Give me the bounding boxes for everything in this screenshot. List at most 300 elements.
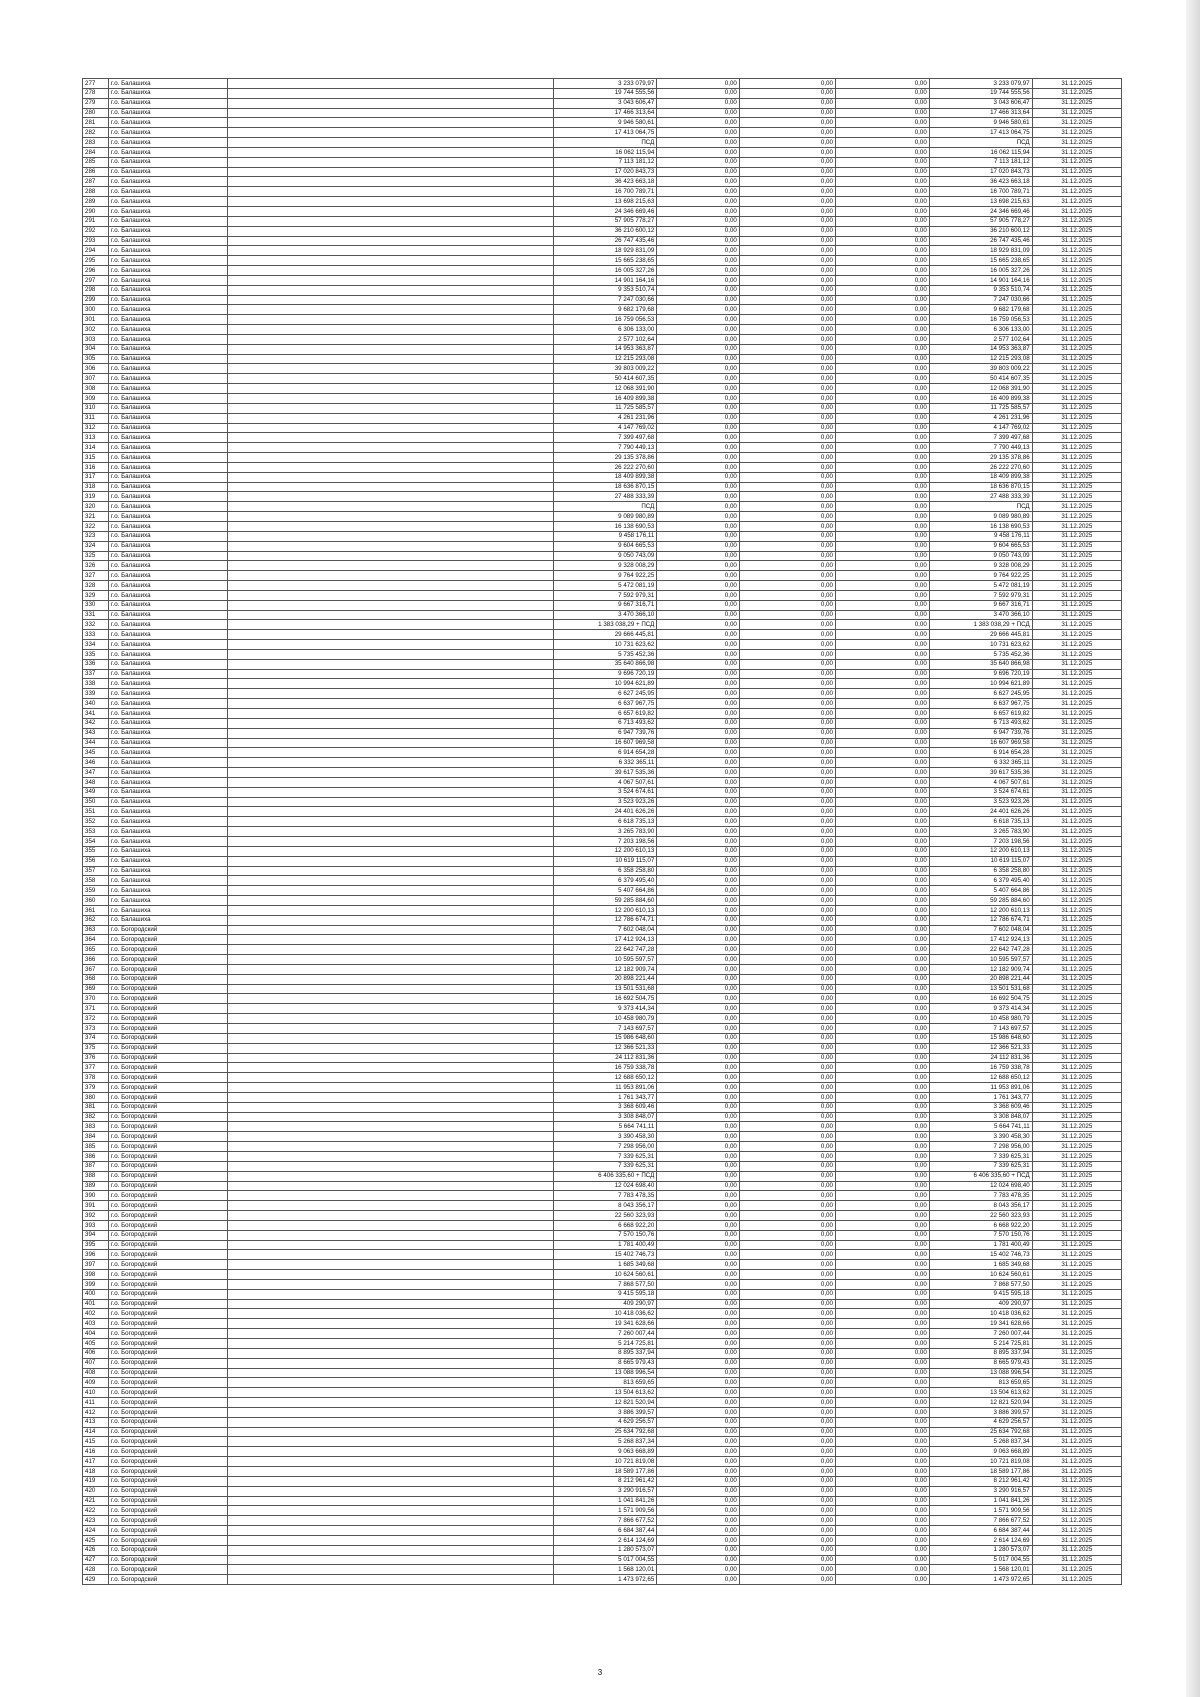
table-row — [83, 1575, 1122, 1585]
zero-cell-2: 0,00 — [739, 669, 835, 679]
zero-cell-2: 0,00 — [739, 354, 835, 364]
total-cell: 16 607 969,58 — [929, 738, 1032, 748]
total-cell: 8 043 356,17 — [929, 1201, 1032, 1211]
date-cell: 31.12.2025 — [1032, 295, 1121, 305]
amount-cell: 5 664 741,11 — [554, 1122, 657, 1132]
zero-cell-3: 0,00 — [835, 1092, 929, 1102]
zero-cell-1: 0,00 — [657, 689, 740, 699]
total-cell: 7 298 956,00 — [929, 1142, 1032, 1152]
row-number: 428 — [83, 1565, 109, 1575]
table-row — [83, 206, 1122, 216]
district-cell: г.о. Богородский — [109, 1024, 228, 1034]
zero-cell-1: 0,00 — [657, 1378, 740, 1388]
amount-cell: 9 682 179,68 — [554, 305, 657, 315]
total-cell: 19 744 555,56 — [929, 88, 1032, 98]
table-row — [83, 275, 1122, 285]
amount-cell: 3 308 848,07 — [554, 1112, 657, 1122]
date-cell: 31.12.2025 — [1032, 413, 1121, 423]
address-cell — [227, 1368, 554, 1378]
district-cell: г.о. Балашиха — [109, 315, 228, 325]
zero-cell-3: 0,00 — [835, 147, 929, 157]
amount-cell: 7 339 625,31 — [554, 1161, 657, 1171]
district-cell: г.о. Балашиха — [109, 777, 228, 787]
zero-cell-2: 0,00 — [739, 541, 835, 551]
address-cell — [227, 1486, 554, 1496]
zero-cell-2: 0,00 — [739, 1191, 835, 1201]
zero-cell-3: 0,00 — [835, 1240, 929, 1250]
amount-cell: 16 062 115,94 — [554, 147, 657, 157]
zero-cell-2: 0,00 — [739, 590, 835, 600]
total-cell: 7 143 697,57 — [929, 1024, 1032, 1034]
zero-cell-2: 0,00 — [739, 315, 835, 325]
amount-cell: ПСД — [554, 138, 657, 148]
zero-cell-3: 0,00 — [835, 905, 929, 915]
zero-cell-2: 0,00 — [739, 1289, 835, 1299]
zero-cell-1: 0,00 — [657, 374, 740, 384]
zero-cell-3: 0,00 — [835, 1142, 929, 1152]
amount-cell: 11 953 891,06 — [554, 1083, 657, 1093]
table-row — [83, 1378, 1122, 1388]
amount-cell: 16 409 899,38 — [554, 394, 657, 404]
zero-cell-3: 0,00 — [835, 384, 929, 394]
zero-cell-2: 0,00 — [739, 1506, 835, 1516]
zero-cell-2: 0,00 — [739, 866, 835, 876]
zero-cell-2: 0,00 — [739, 1211, 835, 1221]
zero-cell-2: 0,00 — [739, 1092, 835, 1102]
address-cell — [227, 689, 554, 699]
date-cell: 31.12.2025 — [1032, 1427, 1121, 1437]
zero-cell-1: 0,00 — [657, 1132, 740, 1142]
district-cell: г.о. Балашиха — [109, 640, 228, 650]
total-cell: 9 696 720,19 — [929, 669, 1032, 679]
table-row — [83, 610, 1122, 620]
total-cell: 4 629 256,57 — [929, 1417, 1032, 1427]
address-cell — [227, 285, 554, 295]
table-row — [83, 1457, 1122, 1467]
row-number: 383 — [83, 1122, 109, 1132]
zero-cell-2: 0,00 — [739, 177, 835, 187]
amount-cell: 12 024 698,40 — [554, 1181, 657, 1191]
row-number: 422 — [83, 1506, 109, 1516]
zero-cell-3: 0,00 — [835, 1437, 929, 1447]
zero-cell-2: 0,00 — [739, 1122, 835, 1132]
table-row — [83, 1437, 1122, 1447]
address-cell — [227, 1427, 554, 1437]
amount-cell: 39 803 009,22 — [554, 364, 657, 374]
amount-cell: 7 143 697,57 — [554, 1024, 657, 1034]
date-cell: 31.12.2025 — [1032, 551, 1121, 561]
total-cell: 7 868 577,50 — [929, 1279, 1032, 1289]
zero-cell-3: 0,00 — [835, 197, 929, 207]
table-row — [83, 1417, 1122, 1427]
date-cell: 31.12.2025 — [1032, 699, 1121, 709]
table-row — [83, 1063, 1122, 1073]
zero-cell-2: 0,00 — [739, 561, 835, 571]
zero-cell-2: 0,00 — [739, 1151, 835, 1161]
district-cell: г.о. Богородский — [109, 1476, 228, 1486]
total-cell: 4 261 231,96 — [929, 413, 1032, 423]
table-row — [83, 1260, 1122, 1270]
zero-cell-1: 0,00 — [657, 1279, 740, 1289]
table-row — [83, 236, 1122, 246]
district-cell: г.о. Балашиха — [109, 531, 228, 541]
amount-cell: 9 667 316,71 — [554, 600, 657, 610]
row-number: 427 — [83, 1555, 109, 1565]
address-cell — [227, 246, 554, 256]
total-cell: 5 268 837,34 — [929, 1437, 1032, 1447]
total-cell: 11 725 585,57 — [929, 403, 1032, 413]
zero-cell-3: 0,00 — [835, 354, 929, 364]
zero-cell-1: 0,00 — [657, 1506, 740, 1516]
amount-cell: 16 692 504,75 — [554, 994, 657, 1004]
zero-cell-2: 0,00 — [739, 305, 835, 315]
date-cell: 31.12.2025 — [1032, 275, 1121, 285]
row-number: 302 — [83, 325, 109, 335]
zero-cell-1: 0,00 — [657, 394, 740, 404]
date-cell: 31.12.2025 — [1032, 187, 1121, 197]
zero-cell-1: 0,00 — [657, 984, 740, 994]
address-cell — [227, 354, 554, 364]
zero-cell-3: 0,00 — [835, 1486, 929, 1496]
total-cell: 5 664 741,11 — [929, 1122, 1032, 1132]
zero-cell-1: 0,00 — [657, 334, 740, 344]
total-cell: 16 759 338,78 — [929, 1063, 1032, 1073]
date-cell: 31.12.2025 — [1032, 1457, 1121, 1467]
table-row — [83, 1476, 1122, 1486]
zero-cell-3: 0,00 — [835, 1004, 929, 1014]
row-number: 314 — [83, 443, 109, 453]
amount-cell: 35 640 866,98 — [554, 659, 657, 669]
zero-cell-2: 0,00 — [739, 1004, 835, 1014]
zero-cell-2: 0,00 — [739, 1368, 835, 1378]
table-row — [83, 79, 1122, 89]
amount-cell: 7 203 198,56 — [554, 836, 657, 846]
table-row — [83, 718, 1122, 728]
address-cell — [227, 984, 554, 994]
row-number: 403 — [83, 1319, 109, 1329]
zero-cell-3: 0,00 — [835, 374, 929, 384]
row-number: 346 — [83, 758, 109, 768]
district-cell: г.о. Богородский — [109, 1220, 228, 1230]
table-row — [83, 334, 1122, 344]
zero-cell-1: 0,00 — [657, 1033, 740, 1043]
row-number: 411 — [83, 1398, 109, 1408]
zero-cell-3: 0,00 — [835, 1230, 929, 1240]
total-cell: 16 700 789,71 — [929, 187, 1032, 197]
zero-cell-3: 0,00 — [835, 659, 929, 669]
zero-cell-1: 0,00 — [657, 846, 740, 856]
row-number: 337 — [83, 669, 109, 679]
zero-cell-3: 0,00 — [835, 128, 929, 138]
row-number: 425 — [83, 1535, 109, 1545]
zero-cell-2: 0,00 — [739, 994, 835, 1004]
zero-cell-2: 0,00 — [739, 394, 835, 404]
table-row — [83, 1191, 1122, 1201]
address-cell — [227, 226, 554, 236]
date-cell: 31.12.2025 — [1032, 610, 1121, 620]
address-cell — [227, 512, 554, 522]
zero-cell-3: 0,00 — [835, 1427, 929, 1437]
district-cell: г.о. Балашиха — [109, 462, 228, 472]
zero-cell-1: 0,00 — [657, 640, 740, 650]
table-row — [83, 964, 1122, 974]
zero-cell-3: 0,00 — [835, 1191, 929, 1201]
total-cell: 7 592 979,31 — [929, 590, 1032, 600]
zero-cell-2: 0,00 — [739, 325, 835, 335]
row-number: 426 — [83, 1545, 109, 1555]
table-row — [83, 994, 1122, 1004]
total-cell: 10 731 623,62 — [929, 640, 1032, 650]
amount-cell: 10 458 980,79 — [554, 1014, 657, 1024]
address-cell — [227, 1122, 554, 1132]
date-cell: 31.12.2025 — [1032, 384, 1121, 394]
amount-cell: 7 790 449,13 — [554, 443, 657, 453]
date-cell: 31.12.2025 — [1032, 1496, 1121, 1506]
table-row — [83, 1545, 1122, 1555]
date-cell: 31.12.2025 — [1032, 974, 1121, 984]
total-cell: 10 595 597,57 — [929, 955, 1032, 965]
address-cell — [227, 167, 554, 177]
address-cell — [227, 256, 554, 266]
address-cell — [227, 590, 554, 600]
amount-cell: 7 592 979,31 — [554, 590, 657, 600]
district-cell: г.о. Балашиха — [109, 374, 228, 384]
zero-cell-3: 0,00 — [835, 964, 929, 974]
address-cell — [227, 1575, 554, 1585]
zero-cell-2: 0,00 — [739, 1063, 835, 1073]
district-cell: г.о. Балашиха — [109, 886, 228, 896]
amount-cell: 26 222 270,60 — [554, 462, 657, 472]
row-number: 339 — [83, 689, 109, 699]
zero-cell-1: 0,00 — [657, 1437, 740, 1447]
row-number: 429 — [83, 1575, 109, 1585]
row-number: 392 — [83, 1211, 109, 1221]
zero-cell-2: 0,00 — [739, 187, 835, 197]
amount-cell: 6 306 133,00 — [554, 325, 657, 335]
zero-cell-3: 0,00 — [835, 1358, 929, 1368]
amount-cell: 16 759 338,78 — [554, 1063, 657, 1073]
address-cell — [227, 1516, 554, 1526]
zero-cell-2: 0,00 — [739, 630, 835, 640]
address-cell — [227, 571, 554, 581]
address-cell — [227, 640, 554, 650]
date-cell: 31.12.2025 — [1032, 669, 1121, 679]
zero-cell-2: 0,00 — [739, 1220, 835, 1230]
total-cell: 27 488 333,39 — [929, 492, 1032, 502]
amount-cell: 1 781 400,49 — [554, 1240, 657, 1250]
zero-cell-1: 0,00 — [657, 866, 740, 876]
district-cell: г.о. Балашиха — [109, 197, 228, 207]
date-cell: 31.12.2025 — [1032, 1230, 1121, 1240]
row-number: 342 — [83, 718, 109, 728]
address-cell — [227, 1092, 554, 1102]
table-row — [83, 541, 1122, 551]
zero-cell-2: 0,00 — [739, 1112, 835, 1122]
total-cell: 15 402 746,73 — [929, 1250, 1032, 1260]
row-number: 285 — [83, 157, 109, 167]
district-cell: г.о. Балашиха — [109, 492, 228, 502]
district-cell: г.о. Балашиха — [109, 541, 228, 551]
row-number: 382 — [83, 1112, 109, 1122]
district-cell: г.о. Балашиха — [109, 108, 228, 118]
zero-cell-1: 0,00 — [657, 1486, 740, 1496]
district-cell: г.о. Балашиха — [109, 423, 228, 433]
table-row — [83, 915, 1122, 925]
zero-cell-2: 0,00 — [739, 1476, 835, 1486]
zero-cell-1: 0,00 — [657, 728, 740, 738]
zero-cell-1: 0,00 — [657, 1575, 740, 1585]
date-cell: 31.12.2025 — [1032, 167, 1121, 177]
district-cell: г.о. Балашиха — [109, 709, 228, 719]
district-cell: г.о. Богородский — [109, 925, 228, 935]
amount-cell: 6 657 619,82 — [554, 709, 657, 719]
amount-cell: 10 994 621,89 — [554, 679, 657, 689]
row-number: 326 — [83, 561, 109, 571]
date-cell: 31.12.2025 — [1032, 1516, 1121, 1526]
total-cell: 10 458 980,79 — [929, 1014, 1032, 1024]
address-cell — [227, 187, 554, 197]
amount-cell: 50 414 607,35 — [554, 374, 657, 384]
zero-cell-2: 0,00 — [739, 728, 835, 738]
district-cell: г.о. Балашиха — [109, 827, 228, 837]
table-row — [83, 896, 1122, 906]
table-row — [83, 1398, 1122, 1408]
amount-cell: 6 637 967,75 — [554, 699, 657, 709]
amount-cell: 15 665 238,65 — [554, 256, 657, 266]
district-cell: г.о. Балашиха — [109, 896, 228, 906]
zero-cell-1: 0,00 — [657, 197, 740, 207]
table-row — [83, 187, 1122, 197]
date-cell: 31.12.2025 — [1032, 817, 1121, 827]
address-cell — [227, 561, 554, 571]
amount-cell: 9 089 980,89 — [554, 512, 657, 522]
address-cell — [227, 177, 554, 187]
district-cell: г.о. Балашиха — [109, 305, 228, 315]
zero-cell-2: 0,00 — [739, 1339, 835, 1349]
date-cell: 31.12.2025 — [1032, 1073, 1121, 1083]
table-row — [83, 1388, 1122, 1398]
table-row — [83, 325, 1122, 335]
total-cell: 6 914 654,28 — [929, 748, 1032, 758]
zero-cell-3: 0,00 — [835, 1398, 929, 1408]
zero-cell-1: 0,00 — [657, 285, 740, 295]
zero-cell-2: 0,00 — [739, 1565, 835, 1575]
table-row — [83, 984, 1122, 994]
total-cell: 35 640 866,98 — [929, 659, 1032, 669]
district-cell: г.о. Балашиха — [109, 610, 228, 620]
date-cell: 31.12.2025 — [1032, 354, 1121, 364]
row-number: 332 — [83, 620, 109, 630]
total-cell: 14 901 164,16 — [929, 275, 1032, 285]
total-cell: 3 390 458,30 — [929, 1132, 1032, 1142]
total-cell: 9 415 595,18 — [929, 1289, 1032, 1299]
date-cell: 31.12.2025 — [1032, 1004, 1121, 1014]
district-cell: г.о. Балашиха — [109, 256, 228, 266]
amount-cell: 9 764 922,25 — [554, 571, 657, 581]
total-cell: 5 017 004,55 — [929, 1555, 1032, 1565]
date-cell: 31.12.2025 — [1032, 590, 1121, 600]
address-cell — [227, 1289, 554, 1299]
address-cell — [227, 502, 554, 512]
total-cell: 12 182 909,74 — [929, 964, 1032, 974]
zero-cell-3: 0,00 — [835, 1024, 929, 1034]
table-row — [83, 1220, 1122, 1230]
zero-cell-3: 0,00 — [835, 295, 929, 305]
row-number: 418 — [83, 1466, 109, 1476]
date-cell: 31.12.2025 — [1032, 581, 1121, 591]
date-cell: 31.12.2025 — [1032, 472, 1121, 482]
zero-cell-1: 0,00 — [657, 1319, 740, 1329]
zero-cell-3: 0,00 — [835, 925, 929, 935]
table-row — [83, 246, 1122, 256]
zero-cell-2: 0,00 — [739, 679, 835, 689]
date-cell: 31.12.2025 — [1032, 1211, 1121, 1221]
zero-cell-3: 0,00 — [835, 620, 929, 630]
total-cell: 13 698 215,63 — [929, 197, 1032, 207]
zero-cell-2: 0,00 — [739, 1535, 835, 1545]
date-cell: 31.12.2025 — [1032, 197, 1121, 207]
table-row — [83, 285, 1122, 295]
address-cell — [227, 551, 554, 561]
zero-cell-3: 0,00 — [835, 453, 929, 463]
date-cell: 31.12.2025 — [1032, 1486, 1121, 1496]
district-cell: г.о. Богородский — [109, 1437, 228, 1447]
row-number: 309 — [83, 394, 109, 404]
zero-cell-1: 0,00 — [657, 709, 740, 719]
total-cell: 3 524 674,61 — [929, 787, 1032, 797]
zero-cell-1: 0,00 — [657, 945, 740, 955]
zero-cell-3: 0,00 — [835, 817, 929, 827]
row-number: 367 — [83, 964, 109, 974]
district-cell: г.о. Богородский — [109, 1526, 228, 1536]
zero-cell-1: 0,00 — [657, 1309, 740, 1319]
row-number: 294 — [83, 246, 109, 256]
table-row — [83, 118, 1122, 128]
row-number: 397 — [83, 1260, 109, 1270]
table-row — [83, 1083, 1122, 1093]
date-cell: 31.12.2025 — [1032, 955, 1121, 965]
date-cell: 31.12.2025 — [1032, 1339, 1121, 1349]
total-cell: 9 089 980,89 — [929, 512, 1032, 522]
row-number: 305 — [83, 354, 109, 364]
zero-cell-2: 0,00 — [739, 581, 835, 591]
zero-cell-1: 0,00 — [657, 758, 740, 768]
zero-cell-3: 0,00 — [835, 1466, 929, 1476]
amount-cell: 12 182 909,74 — [554, 964, 657, 974]
address-cell — [227, 1142, 554, 1152]
row-number: 293 — [83, 236, 109, 246]
zero-cell-1: 0,00 — [657, 581, 740, 591]
district-cell: г.о. Богородский — [109, 1250, 228, 1260]
table-row — [83, 157, 1122, 167]
total-cell: 1 781 400,49 — [929, 1240, 1032, 1250]
zero-cell-3: 0,00 — [835, 1516, 929, 1526]
row-number: 316 — [83, 462, 109, 472]
row-number: 318 — [83, 482, 109, 492]
zero-cell-2: 0,00 — [739, 1545, 835, 1555]
district-cell: г.о. Балашиха — [109, 453, 228, 463]
total-cell: 2 577 102,64 — [929, 334, 1032, 344]
zero-cell-3: 0,00 — [835, 521, 929, 531]
total-cell: 1 280 573,07 — [929, 1545, 1032, 1555]
zero-cell-2: 0,00 — [739, 836, 835, 846]
total-cell: 12 215 293,08 — [929, 354, 1032, 364]
amount-cell: 8 043 356,17 — [554, 1201, 657, 1211]
date-cell: 31.12.2025 — [1032, 856, 1121, 866]
zero-cell-3: 0,00 — [835, 856, 929, 866]
zero-cell-2: 0,00 — [739, 1102, 835, 1112]
date-cell: 31.12.2025 — [1032, 945, 1121, 955]
